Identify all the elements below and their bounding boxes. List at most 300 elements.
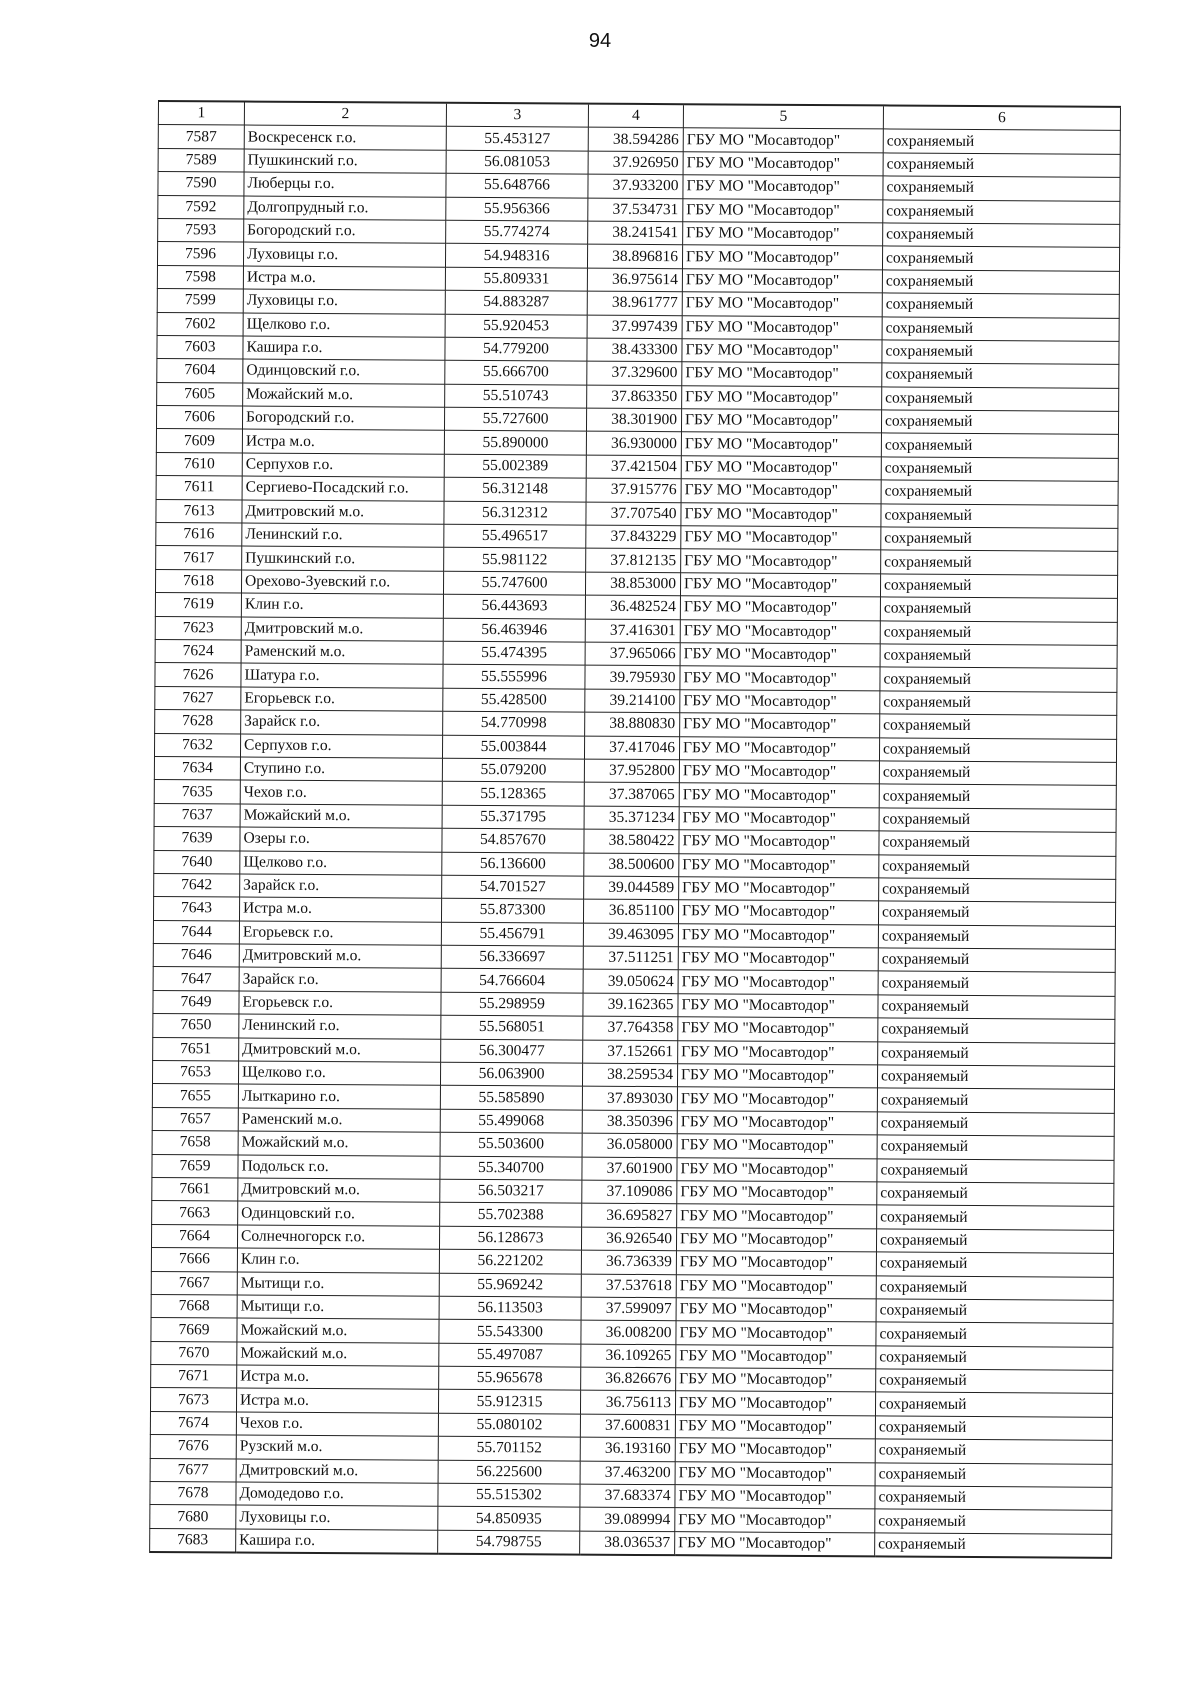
- row-number-cell: 7626: [155, 663, 241, 687]
- longitude-cell: 36.008200: [581, 1320, 676, 1344]
- status-cell: сохраняемый: [878, 948, 1115, 973]
- status-cell: сохраняемый: [883, 176, 1120, 201]
- status-cell: сохраняемый: [877, 1088, 1114, 1113]
- municipality-cell: Зарайск г.о.: [239, 967, 441, 992]
- municipality-cell: Клин г.о.: [241, 593, 443, 618]
- row-number-cell: 7592: [158, 195, 244, 219]
- longitude-cell: 36.930000: [586, 432, 681, 456]
- longitude-cell: 36.109265: [581, 1344, 676, 1368]
- latitude-cell: 55.585890: [440, 1086, 582, 1110]
- row-number-cell: 7589: [158, 148, 244, 172]
- organization-cell: ГБУ МО "Мосавтодор": [681, 409, 881, 434]
- row-number-cell: 7666: [151, 1248, 237, 1272]
- latitude-cell: 56.300477: [441, 1039, 583, 1063]
- row-number-cell: 7635: [154, 780, 240, 804]
- longitude-cell: 38.500600: [584, 853, 679, 877]
- latitude-cell: 56.221202: [439, 1249, 581, 1273]
- organization-cell: ГБУ МО "Мосавтодор": [681, 526, 881, 551]
- organization-cell: ГБУ МО "Мосавтодор": [680, 666, 880, 691]
- longitude-cell: 37.997439: [587, 315, 682, 339]
- organization-cell: ГБУ МО "Мосавтодор": [678, 994, 878, 1019]
- organization-cell: ГБУ МО "Мосавтодор": [683, 222, 883, 247]
- row-number-cell: 7605: [157, 382, 243, 406]
- status-cell: сохраняемый: [882, 387, 1119, 412]
- row-number-cell: 7668: [151, 1294, 237, 1318]
- status-cell: сохраняемый: [876, 1275, 1113, 1300]
- longitude-cell: 36.058000: [582, 1133, 677, 1157]
- row-number-cell: 7619: [155, 593, 241, 617]
- longitude-cell: 37.707540: [586, 502, 681, 526]
- organization-cell: ГБУ МО "Мосавтодор": [677, 1157, 877, 1182]
- row-number-cell: 7590: [158, 172, 244, 196]
- longitude-cell: 38.594286: [588, 128, 683, 152]
- organization-cell: ГБУ МО "Мосавтодор": [676, 1344, 876, 1369]
- row-number-cell: 7680: [150, 1505, 236, 1529]
- organization-cell: ГБУ МО "Мосавтодор": [675, 1461, 875, 1486]
- latitude-cell: 55.920453: [445, 314, 587, 338]
- row-number-cell: 7611: [156, 476, 242, 500]
- municipality-cell: Истра м.о.: [237, 1365, 439, 1390]
- row-number-cell: 7616: [156, 523, 242, 547]
- longitude-cell: 36.756113: [580, 1391, 675, 1415]
- status-cell: сохраняемый: [877, 1205, 1114, 1230]
- row-number-cell: 7632: [154, 733, 240, 757]
- municipality-cell: Можайский м.о.: [240, 804, 442, 829]
- latitude-cell: 55.912315: [438, 1390, 580, 1414]
- organization-cell: ГБУ МО "Мосавтодор": [681, 432, 881, 457]
- status-cell: сохраняемый: [876, 1252, 1113, 1277]
- longitude-cell: 38.036537: [580, 1531, 675, 1555]
- organization-cell: ГБУ МО "Мосавтодор": [675, 1415, 875, 1440]
- municipality-cell: Раменский м.о.: [238, 1108, 440, 1133]
- municipality-cell: Воскресенск г.о.: [244, 125, 446, 150]
- longitude-cell: 38.580422: [584, 829, 679, 853]
- municipality-cell: Одинцовский г.о.: [243, 359, 445, 384]
- latitude-cell: 55.340700: [440, 1156, 582, 1180]
- organization-cell: ГБУ МО "Мосавтодор": [677, 1087, 877, 1112]
- column-header: 5: [683, 104, 883, 129]
- status-cell: сохраняемый: [880, 667, 1117, 692]
- row-number-cell: 7676: [150, 1435, 236, 1459]
- status-cell: сохраняемый: [879, 878, 1116, 903]
- longitude-cell: 37.463200: [580, 1461, 675, 1485]
- organization-cell: ГБУ МО "Мосавтодор": [680, 689, 880, 714]
- municipality-cell: Дмитровский м.о.: [236, 1459, 438, 1484]
- latitude-cell: 55.774274: [446, 220, 588, 244]
- longitude-cell: 37.599097: [581, 1297, 676, 1321]
- longitude-cell: 38.259534: [582, 1063, 677, 1087]
- status-cell: сохраняемый: [881, 550, 1118, 575]
- longitude-cell: 37.952800: [584, 759, 679, 783]
- municipality-cell: Люберцы г.о.: [244, 172, 446, 197]
- longitude-cell: 39.463095: [583, 923, 678, 947]
- row-number-cell: 7667: [151, 1271, 237, 1295]
- latitude-cell: 55.496517: [444, 524, 586, 548]
- latitude-cell: 55.873300: [441, 899, 583, 923]
- row-number-cell: 7634: [154, 756, 240, 780]
- municipality-cell: Дмитровский м.о.: [241, 617, 443, 642]
- longitude-cell: 38.350396: [582, 1110, 677, 1134]
- municipality-cell: Дмитровский м.о.: [238, 1178, 440, 1203]
- status-cell: сохраняемый: [883, 223, 1120, 248]
- latitude-cell: 54.883287: [445, 290, 587, 314]
- data-table: [149, 100, 1121, 1559]
- row-number-cell: 7659: [152, 1154, 238, 1178]
- row-number-cell: 7617: [156, 546, 242, 570]
- status-cell: сохраняемый: [875, 1486, 1112, 1511]
- row-number-cell: 7613: [156, 499, 242, 523]
- status-cell: сохраняемый: [876, 1299, 1113, 1324]
- row-number-cell: 7639: [154, 827, 240, 851]
- municipality-cell: Мытищи г.о.: [237, 1272, 439, 1297]
- latitude-cell: 56.443693: [443, 594, 585, 618]
- latitude-cell: 54.850935: [438, 1507, 580, 1531]
- table-row: [150, 1528, 1112, 1558]
- longitude-cell: 37.537618: [581, 1274, 676, 1298]
- organization-cell: ГБУ МО "Мосавтодор": [676, 1227, 876, 1252]
- row-number-cell: 7623: [155, 616, 241, 640]
- longitude-cell: 38.853000: [585, 572, 680, 596]
- municipality-cell: Чехов г.о.: [240, 780, 442, 805]
- latitude-cell: 55.648766: [446, 173, 588, 197]
- status-cell: сохраняемый: [878, 995, 1115, 1020]
- municipality-cell: Егорьевск г.о.: [239, 991, 441, 1016]
- longitude-cell: 35.371234: [584, 806, 679, 830]
- status-cell: сохраняемый: [878, 901, 1115, 926]
- municipality-cell: Серпухов г.о.: [240, 734, 442, 759]
- status-cell: сохраняемый: [882, 270, 1119, 295]
- municipality-cell: Можайский м.о.: [237, 1342, 439, 1367]
- status-cell: сохраняемый: [883, 129, 1120, 154]
- municipality-cell: Луховицы г.о.: [243, 289, 445, 314]
- latitude-cell: 54.766604: [441, 969, 583, 993]
- municipality-cell: Кашира г.о.: [243, 336, 445, 361]
- municipality-cell: Истра м.о.: [239, 897, 441, 922]
- longitude-cell: 37.812135: [586, 549, 681, 573]
- status-cell: сохраняемый: [876, 1346, 1113, 1371]
- row-number-cell: 7678: [150, 1482, 236, 1506]
- municipality-cell: Дмитровский м.о.: [239, 1038, 441, 1063]
- longitude-cell: 37.421504: [586, 455, 681, 479]
- row-number-cell: 7610: [156, 452, 242, 476]
- longitude-cell: 36.482524: [585, 595, 680, 619]
- municipality-cell: Пушкинский г.о.: [242, 546, 444, 571]
- row-number-cell: 7604: [157, 359, 243, 383]
- organization-cell: ГБУ МО "Мосавтодор": [682, 245, 882, 270]
- status-cell: сохраняемый: [880, 691, 1117, 716]
- municipality-cell: Долгопрудный г.о.: [244, 196, 446, 221]
- municipality-cell: Озеры г.о.: [240, 827, 442, 852]
- municipality-cell: Истра м.о.: [236, 1388, 438, 1413]
- municipality-cell: Ленинский г.о.: [239, 1014, 441, 1039]
- latitude-cell: 55.969242: [439, 1273, 581, 1297]
- latitude-cell: 54.948316: [445, 244, 587, 268]
- status-cell: сохраняемый: [877, 1112, 1114, 1137]
- status-cell: сохраняемый: [880, 597, 1117, 622]
- latitude-cell: 55.497087: [439, 1343, 581, 1367]
- longitude-cell: 37.601900: [582, 1157, 677, 1181]
- organization-cell: ГБУ МО "Мосавтодор": [675, 1438, 875, 1463]
- longitude-cell: 37.863350: [587, 385, 682, 409]
- latitude-cell: 56.463946: [443, 618, 585, 642]
- organization-cell: ГБУ МО "Мосавтодор": [682, 268, 882, 293]
- municipality-cell: Лыткарино г.о.: [238, 1084, 440, 1109]
- longitude-cell: 37.933200: [588, 174, 683, 198]
- longitude-cell: 39.044589: [584, 876, 679, 900]
- municipality-cell: Подольск г.о.: [238, 1155, 440, 1180]
- organization-cell: ГБУ МО "Мосавтодор": [679, 783, 879, 808]
- municipality-cell: Можайский м.о.: [238, 1131, 440, 1156]
- row-number-cell: 7596: [157, 242, 243, 266]
- status-cell: сохраняемый: [882, 293, 1119, 318]
- row-number-cell: 7651: [153, 1037, 239, 1061]
- status-cell: сохраняемый: [876, 1369, 1113, 1394]
- status-cell: сохраняемый: [879, 808, 1116, 833]
- longitude-cell: 37.387065: [584, 782, 679, 806]
- longitude-cell: 36.826676: [581, 1367, 676, 1391]
- municipality-cell: Ленинский г.о.: [242, 523, 444, 548]
- row-number-cell: 7640: [154, 850, 240, 874]
- latitude-cell: 55.371795: [442, 805, 584, 829]
- status-cell: сохраняемый: [882, 316, 1119, 341]
- latitude-cell: 55.666700: [445, 361, 587, 385]
- latitude-cell: 55.474395: [443, 641, 585, 665]
- latitude-cell: 55.002389: [444, 454, 586, 478]
- longitude-cell: 37.965066: [585, 642, 680, 666]
- status-cell: сохраняемый: [875, 1439, 1112, 1464]
- longitude-cell: 38.433300: [587, 338, 682, 362]
- municipality-cell: Дмитровский м.о.: [242, 500, 444, 525]
- longitude-cell: 36.736339: [581, 1250, 676, 1274]
- longitude-cell: 36.695827: [582, 1203, 677, 1227]
- latitude-cell: 55.453127: [446, 127, 588, 151]
- status-cell: сохраняемый: [878, 925, 1115, 950]
- municipality-cell: Егорьевск г.о.: [241, 687, 443, 712]
- status-cell: сохраняемый: [881, 480, 1118, 505]
- municipality-cell: Щелково г.о.: [238, 1061, 440, 1086]
- municipality-cell: Клин г.о.: [237, 1248, 439, 1273]
- organization-cell: ГБУ МО "Мосавтодор": [679, 806, 879, 831]
- municipality-cell: Дмитровский м.о.: [239, 944, 441, 969]
- status-cell: сохраняемый: [881, 504, 1118, 529]
- row-number-cell: 7642: [154, 873, 240, 897]
- row-number-cell: 7657: [152, 1107, 238, 1131]
- row-number-cell: 7628: [155, 710, 241, 734]
- organization-cell: ГБУ МО "Мосавтодор": [678, 1017, 878, 1042]
- status-cell: сохраняемый: [883, 199, 1120, 224]
- row-number-cell: 7649: [153, 990, 239, 1014]
- row-number-cell: 7637: [154, 803, 240, 827]
- table-body: [150, 125, 1121, 1558]
- organization-cell: ГБУ МО "Мосавтодор": [682, 385, 882, 410]
- organization-cell: ГБУ МО "Мосавтодор": [675, 1391, 875, 1416]
- row-number-cell: 7603: [157, 335, 243, 359]
- longitude-cell: 39.089994: [580, 1508, 675, 1532]
- row-number-cell: 7647: [153, 967, 239, 991]
- organization-cell: ГБУ МО "Мосавтодор": [678, 970, 878, 995]
- status-cell: сохраняемый: [880, 574, 1117, 599]
- longitude-cell: 38.301900: [586, 408, 681, 432]
- organization-cell: ГБУ МО "Мосавтодор": [682, 292, 882, 317]
- row-number-cell: 7661: [152, 1177, 238, 1201]
- organization-cell: ГБУ МО "Мосавтодор": [676, 1298, 876, 1323]
- longitude-cell: 37.893030: [582, 1087, 677, 1111]
- status-cell: сохраняемый: [881, 410, 1118, 435]
- municipality-cell: Истра м.о.: [242, 429, 444, 454]
- longitude-cell: 36.975614: [587, 268, 682, 292]
- municipality-cell: Серпухов г.о.: [242, 453, 444, 478]
- latitude-cell: 55.003844: [442, 735, 584, 759]
- organization-cell: ГБУ МО "Мосавтодор": [677, 1134, 877, 1159]
- organization-cell: ГБУ МО "Мосавтодор": [677, 1064, 877, 1089]
- municipality-cell: Зарайск г.о.: [240, 874, 442, 899]
- status-cell: сохраняемый: [875, 1509, 1112, 1534]
- organization-cell: ГБУ МО "Мосавтодор": [676, 1274, 876, 1299]
- longitude-cell: 37.417046: [584, 736, 679, 760]
- organization-cell: ГБУ МО "Мосавтодор": [683, 175, 883, 200]
- latitude-cell: 56.503217: [440, 1179, 582, 1203]
- organization-cell: ГБУ МО "Мосавтодор": [682, 339, 882, 364]
- status-cell: сохраняемый: [879, 737, 1116, 762]
- status-cell: сохраняемый: [875, 1533, 1112, 1558]
- longitude-cell: 37.926950: [588, 151, 683, 175]
- longitude-cell: 36.926540: [581, 1227, 676, 1251]
- row-number-cell: 7658: [152, 1131, 238, 1155]
- latitude-cell: 55.981122: [444, 548, 586, 572]
- row-number-cell: 7653: [152, 1061, 238, 1085]
- column-header: 2: [244, 102, 446, 127]
- latitude-cell: 55.079200: [442, 758, 584, 782]
- organization-cell: ГБУ МО "Мосавтодор": [678, 1040, 878, 1065]
- row-number-cell: 7650: [153, 1014, 239, 1038]
- organization-cell: ГБУ МО "Мосавтодор": [676, 1321, 876, 1346]
- municipality-cell: Раменский м.о.: [241, 640, 443, 665]
- municipality-cell: Луховицы г.о.: [243, 242, 445, 267]
- organization-cell: ГБУ МО "Мосавтодор": [683, 128, 883, 153]
- latitude-cell: 55.890000: [444, 431, 586, 455]
- document-sheet: [149, 100, 1120, 1559]
- row-number-cell: 7624: [155, 639, 241, 663]
- organization-cell: ГБУ МО "Мосавтодор": [681, 456, 881, 481]
- row-number-cell: 7670: [151, 1341, 237, 1365]
- organization-cell: ГБУ МО "Мосавтодор": [678, 923, 878, 948]
- longitude-cell: 37.764358: [583, 1016, 678, 1040]
- longitude-cell: 37.600831: [580, 1414, 675, 1438]
- status-cell: сохраняемый: [881, 457, 1118, 482]
- latitude-cell: 56.136600: [442, 852, 584, 876]
- status-cell: сохраняемый: [882, 363, 1119, 388]
- row-number-cell: 7627: [155, 686, 241, 710]
- status-cell: сохраняемый: [875, 1463, 1112, 1488]
- municipality-cell: Орехово-Зуевский г.о.: [241, 570, 443, 595]
- latitude-cell: 55.809331: [445, 267, 587, 291]
- organization-cell: ГБУ МО "Мосавтодор": [680, 619, 880, 644]
- organization-cell: ГБУ МО "Мосавтодор": [678, 900, 878, 925]
- latitude-cell: 55.727600: [444, 407, 586, 431]
- longitude-cell: 37.534731: [588, 198, 683, 222]
- longitude-cell: 37.329600: [587, 361, 682, 385]
- row-number-cell: 7593: [158, 218, 244, 242]
- municipality-cell: Зарайск г.о.: [241, 710, 443, 735]
- municipality-cell: Можайский м.о.: [243, 383, 445, 408]
- municipality-cell: Кашира г.о.: [236, 1529, 438, 1554]
- status-cell: сохраняемый: [877, 1158, 1114, 1183]
- latitude-cell: 56.063900: [440, 1062, 582, 1086]
- row-number-cell: 7618: [155, 569, 241, 593]
- organization-cell: ГБУ МО "Мосавтодор": [680, 596, 880, 621]
- organization-cell: ГБУ МО "Мосавтодор": [675, 1532, 875, 1557]
- status-cell: сохраняемый: [883, 153, 1120, 178]
- latitude-cell: 55.298959: [441, 992, 583, 1016]
- municipality-cell: Мытищи г.о.: [237, 1295, 439, 1320]
- longitude-cell: 36.193160: [580, 1437, 675, 1461]
- latitude-cell: 56.128673: [439, 1226, 581, 1250]
- status-cell: сохраняемый: [878, 1018, 1115, 1043]
- municipality-cell: Можайский м.о.: [237, 1318, 439, 1343]
- status-cell: сохраняемый: [879, 784, 1116, 809]
- latitude-cell: 54.798755: [438, 1530, 580, 1555]
- latitude-cell: 56.081053: [446, 150, 588, 174]
- organization-cell: ГБУ МО "Мосавтодор": [681, 549, 881, 574]
- organization-cell: ГБУ МО "Мосавтодор": [679, 830, 879, 855]
- status-cell: сохраняемый: [875, 1392, 1112, 1417]
- row-number-cell: 7673: [150, 1388, 236, 1412]
- longitude-cell: 37.109086: [582, 1180, 677, 1204]
- row-number-cell: 7664: [151, 1224, 237, 1248]
- longitude-cell: 38.896816: [587, 244, 682, 268]
- organization-cell: ГБУ МО "Мосавтодор": [677, 1110, 877, 1135]
- status-cell: сохраняемый: [878, 971, 1115, 996]
- longitude-cell: 39.162365: [583, 993, 678, 1017]
- organization-cell: ГБУ МО "Мосавтодор": [682, 315, 882, 340]
- latitude-cell: 56.312148: [444, 478, 586, 502]
- organization-cell: ГБУ МО "Мосавтодор": [679, 760, 879, 785]
- latitude-cell: 55.510743: [445, 384, 587, 408]
- longitude-cell: 39.795930: [585, 665, 680, 689]
- organization-cell: ГБУ МО "Мосавтодор": [681, 502, 881, 527]
- municipality-cell: Богородский г.о.: [244, 219, 446, 244]
- latitude-cell: 56.113503: [439, 1296, 581, 1320]
- status-cell: сохраняемый: [877, 1135, 1114, 1160]
- row-number-cell: 7671: [151, 1365, 237, 1389]
- longitude-cell: 38.880830: [585, 712, 680, 736]
- status-cell: сохраняемый: [878, 1042, 1115, 1067]
- organization-cell: ГБУ МО "Мосавтодор": [675, 1508, 875, 1533]
- latitude-cell: 55.428500: [443, 688, 585, 712]
- organization-cell: ГБУ МО "Мосавтодор": [680, 643, 880, 668]
- row-number-cell: 7609: [156, 429, 242, 453]
- longitude-cell: 37.152661: [583, 1040, 678, 1064]
- row-number-cell: 7655: [152, 1084, 238, 1108]
- latitude-cell: 54.857670: [442, 828, 584, 852]
- organization-cell: ГБУ МО "Мосавтодор": [683, 198, 883, 223]
- organization-cell: ГБУ МО "Мосавтодор": [677, 1181, 877, 1206]
- row-number-cell: 7683: [150, 1528, 236, 1552]
- status-cell: сохраняемый: [877, 1182, 1114, 1207]
- row-number-cell: 7669: [151, 1318, 237, 1342]
- longitude-cell: 38.241541: [588, 221, 683, 245]
- municipality-cell: Солнечногорск г.о.: [237, 1225, 439, 1250]
- row-number-cell: 7598: [157, 265, 243, 289]
- municipality-cell: Ступино г.о.: [240, 757, 442, 782]
- row-number-cell: 7644: [153, 920, 239, 944]
- organization-cell: ГБУ МО "Мосавтодор": [675, 1485, 875, 1510]
- latitude-cell: 55.956366: [446, 197, 588, 221]
- status-cell: сохраняемый: [876, 1229, 1113, 1254]
- organization-cell: ГБУ МО "Мосавтодор": [679, 736, 879, 761]
- organization-cell: ГБУ МО "Мосавтодор": [683, 151, 883, 176]
- row-number-cell: 7674: [150, 1411, 236, 1435]
